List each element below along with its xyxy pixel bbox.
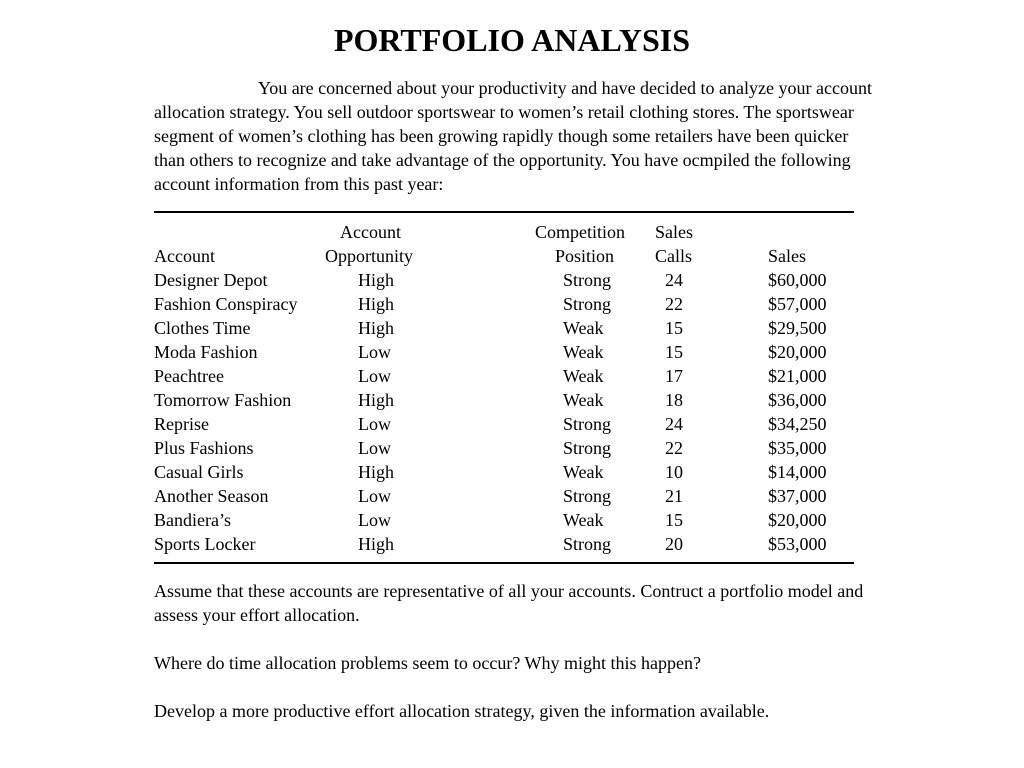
cell-calls: 15 [665,342,683,362]
cell-account: Sports Locker [154,534,256,554]
table-row [154,484,854,508]
header-calls-line2: Calls [655,246,693,266]
cell-opportunity: Low [358,414,391,434]
cell-calls: 20 [665,534,683,554]
header-competition-line1: Competition [535,222,625,242]
cell-account: Moda Fashion [154,342,258,362]
intro-text: You are concerned about your productivity and have decided to analyze your account allocation strategy. You sell outdoor sportswear to women’s retail clothing stores. The sportswear segment of women’s clothing has been growing rapidly though some retailers have been quicker than others to recognize and take advantage of the opportunity. You have ocmpiled the following account information from this past year: [154,78,872,194]
cell-calls: 21 [665,486,683,506]
table-row [154,292,854,316]
cell-competition: Weak [563,462,604,482]
table-row [154,460,854,484]
cell-opportunity: Low [358,510,391,530]
cell-calls: 24 [665,270,683,290]
table-row [154,340,854,364]
cell-account: Fashion Conspiracy [154,294,298,314]
cell-account: Another Season [154,486,269,506]
header-competition-line2: Position [555,246,615,266]
cell-competition: Strong [563,486,612,506]
header-calls-line1: Sales [655,222,693,242]
cell-sales: $14,000 [768,462,827,482]
cell-opportunity: Low [358,366,391,386]
intro-paragraph [154,76,874,196]
cell-competition: Strong [563,534,612,554]
table-row [154,316,854,340]
cell-calls: 22 [665,294,683,314]
cell-competition: Weak [563,390,604,410]
cell-sales: $57,000 [768,294,827,314]
cell-opportunity: High [358,390,394,410]
cell-account: Tomorrow Fashion [154,390,292,410]
cell-opportunity: High [358,462,394,482]
cell-sales: $37,000 [768,486,827,506]
cell-account: Bandiera’s [154,510,231,530]
cell-competition: Weak [563,318,604,338]
cell-calls: 15 [665,318,683,338]
table-header-row-1 [154,220,854,244]
cell-competition: Weak [563,510,604,530]
cell-sales: $29,500 [768,318,827,338]
cell-calls: 10 [665,462,683,482]
cell-sales: $36,000 [768,390,827,410]
cell-opportunity: High [358,318,394,338]
cell-account: Plus Fashions [154,438,254,458]
table-row [154,268,854,292]
cell-competition: Strong [563,270,612,290]
cell-opportunity: High [358,534,394,554]
table-row [154,388,854,412]
cell-opportunity: High [358,294,394,314]
cell-calls: 15 [665,510,683,530]
cell-sales: $35,000 [768,438,827,458]
cell-opportunity: Low [358,438,391,458]
cell-account: Clothes Time [154,318,251,338]
cell-account: Designer Depot [154,270,268,290]
cell-opportunity: Low [358,342,391,362]
cell-opportunity: Low [358,486,391,506]
table-row [154,532,854,556]
cell-opportunity: High [358,270,394,290]
cell-calls: 17 [665,366,683,386]
cell-sales: $60,000 [768,270,827,290]
table-row [154,436,854,460]
cell-competition: Strong [563,294,612,314]
cell-account: Casual Girls [154,462,244,482]
cell-competition: Weak [563,342,604,362]
table-row [154,412,854,436]
cell-sales: $34,250 [768,414,827,434]
header-account: Account [154,246,215,266]
header-opportunity-line2: Opportunity [325,246,413,266]
cell-calls: 24 [665,414,683,434]
table-header-row-2 [154,244,854,268]
header-opportunity-line1: Account [340,222,401,242]
question-portfolio-model: Assume that these accounts are representative of all your accounts. Contruct a portfolio model and assess your effort allocation. [154,581,864,625]
question-time-allocation: Where do time allocation problems seem to occur? Why might this happen? [154,653,702,673]
header-sales: Sales [768,246,806,266]
cell-calls: 22 [665,438,683,458]
page-title: PORTFOLIO ANALYSIS [333,22,690,58]
table-top-rule [154,211,854,213]
cell-competition: Strong [563,438,612,458]
table-bottom-rule [154,562,854,564]
cell-sales: $20,000 [768,510,827,530]
question-effort-strategy: Develop a more productive effort allocation strategy, given the information available. [154,701,770,721]
cell-account: Peachtree [154,366,224,386]
cell-calls: 18 [665,390,683,410]
cell-sales: $53,000 [768,534,827,554]
cell-sales: $21,000 [768,366,827,386]
cell-competition: Strong [563,414,612,434]
table-row [154,364,854,388]
account-table [154,220,854,556]
table-row [154,508,854,532]
cell-competition: Weak [563,366,604,386]
cell-sales: $20,000 [768,342,827,362]
cell-account: Reprise [154,414,209,434]
